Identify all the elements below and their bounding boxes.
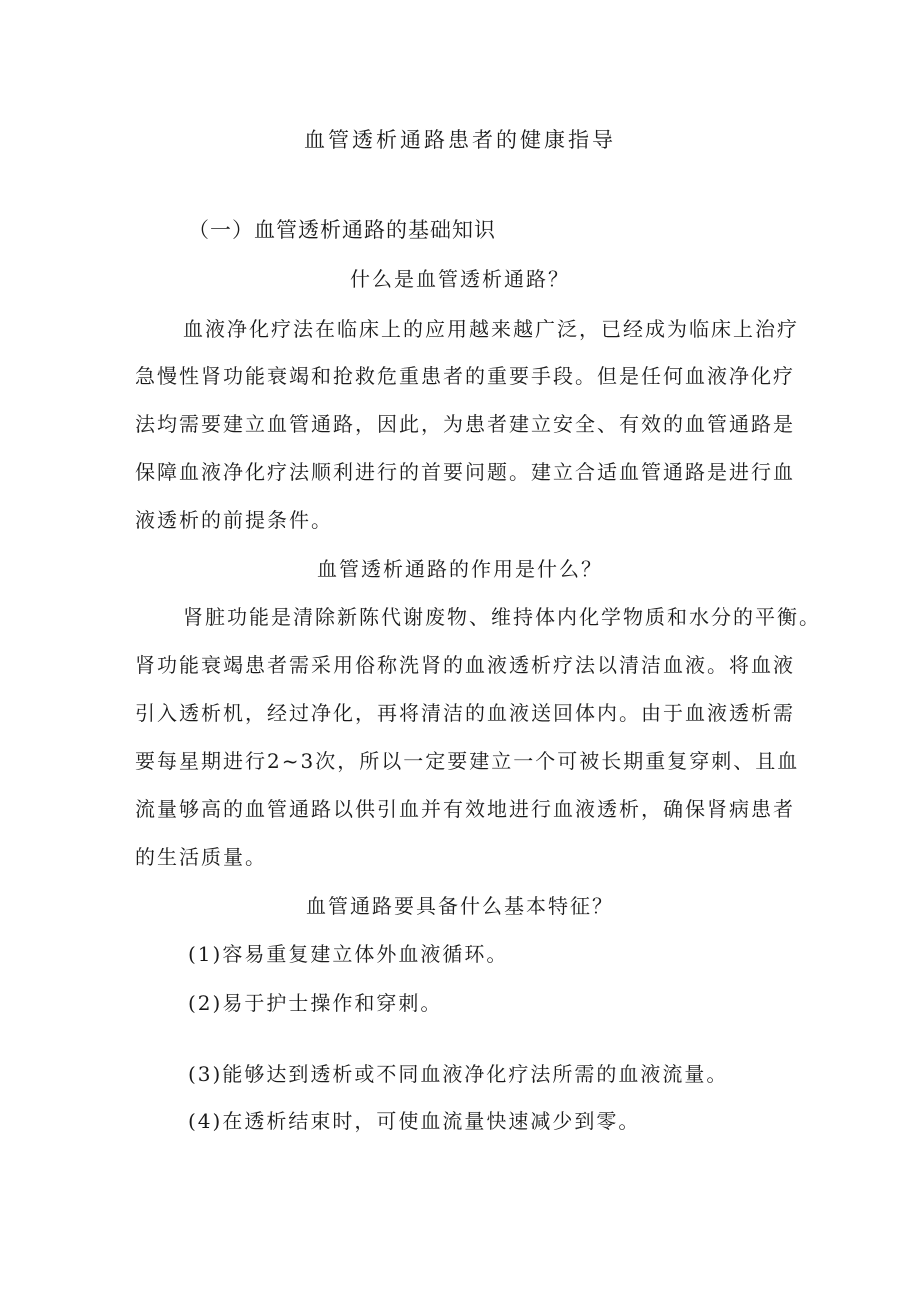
paragraph-line: 液透析的前提条件。 xyxy=(135,508,333,532)
paragraph-line: 法均需要建立血管通路，因此，为患者建立安全、有效的血管通路是 xyxy=(135,412,795,436)
paragraph-line: 保障血液净化疗法顺利进行的首要问题。建立合适血管通路是进行血 xyxy=(135,460,795,484)
list-item: (2)易于护士操作和穿刺。 xyxy=(188,991,443,1015)
paragraph-line: 引入透析机，经过净化，再将清洁的血液送回体内。由于血液透析需 xyxy=(135,701,795,725)
question-heading-2: 血管透析通路的作用是什么？ xyxy=(317,557,603,581)
paragraph-line: 要每星期进行2~3次，所以一定要建立一个可被长期重复穿刺、且血 xyxy=(135,749,800,773)
list-item: (4)在透析结束时，可使血流量快速减少到零。 xyxy=(188,1109,641,1133)
list-item: (1)容易重复建立体外血液循环。 xyxy=(188,942,509,966)
question-heading-1: 什么是血管透析通路？ xyxy=(350,267,570,291)
paragraph-line: 的生活质量。 xyxy=(135,845,267,869)
paragraph-line: 肾功能衰竭患者需采用俗称洗肾的血液透析疗法以清洁血液。将血液 xyxy=(135,653,795,677)
question-heading-3: 血管通路要具备什么基本特征？ xyxy=(306,894,614,918)
paragraph-line: 血液净化疗法在临床上的应用越来越广泛，已经成为临床上治疗 xyxy=(183,317,799,341)
paragraph-line: 急慢性肾功能衰竭和抢救危重患者的重要手段。但是任何血液净化疗 xyxy=(135,364,795,388)
list-item: (3)能够达到透析或不同血液净化疗法所需的血液流量。 xyxy=(188,1062,729,1086)
paragraph-line: 流量够高的血管通路以供引血并有效地进行血液透析，确保肾病患者 xyxy=(135,797,795,821)
section-heading: （一）血管透析通路的基础知识 xyxy=(188,218,496,242)
document-title: 血管透析通路患者的健康指导 xyxy=(304,128,616,152)
paragraph-line: 肾脏功能是清除新陈代谢废物、维持体内化学物质和水分的平衡。 xyxy=(183,605,821,629)
